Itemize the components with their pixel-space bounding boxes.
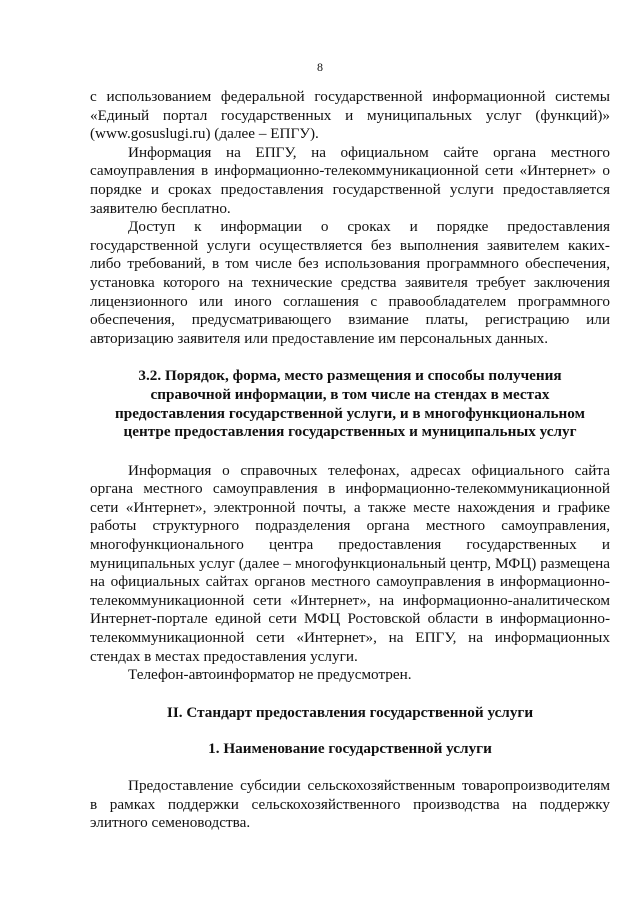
chapter-ii-title: II. Стандарт предоставления государственной услуги (166, 703, 534, 721)
document-body (90, 88, 610, 833)
paragraph-access: Доступ к информации о сроках и порядке предоставления государственной услуги осуществляется без выполнения заявителем каких-либо требований, в том числе без использования программного обеспечения, установка которого на технические средства заявителя требует заключения лицензионного или иного соглашения с правообладателем программного обеспечения, предусматривающего взимание платы, регистрацию или авторизацию заявителя или предоставление им персональных данных. (90, 218, 610, 347)
paragraph-autoinformer: Телефон-автоинформатор не предусмотрен. (128, 666, 412, 684)
section-3-2-heading: 3.2. Порядок, форма, место размещения и способы получения справочной информации, в том числе на стендах в местах предоставления государственной услуги, и в многофункциональном центре предоставления государственных и муниципальных услуг (115, 367, 585, 441)
paragraph-contacts: Информация о справочных телефонах, адресах официального сайта органа местного самоуправления в информационно-телекоммуникационной сети «Интернет», электронной почты, а также месте нахождения и графике работы структурного подразделения органа местного самоуправления, многофункционального центра предоставления государственных и муниципальных услуг (далее – многофункциональный центр, МФЦ) размещена на официальных сайтах органов местного самоуправления в информационно-телекоммуникационной сети «Интернет», на информационно-аналитическом Интернет-портале единой сети МФЦ Ростовской области в информационно-телекоммуникационной сети «Интернет», на ЕПГУ, на информационных стендах в местах предоставления услуги. (90, 461, 610, 665)
section-1-title: 1. Наименование государственной услуги (208, 740, 492, 758)
paragraph-gosuslugi: с использованием федеральной государственной информационной системы «Единый портал государственных и муниципальных услуг (функций)» (www.gosuslugi.ru) (далее – ЕПГУ). (90, 88, 610, 143)
paragraph-info-free: Информация на ЕПГУ, на официальном сайте органа местного самоуправления в информационно-телекоммуникационной сети «Интернет» о порядке и сроках предоставления государственной услуги предоставляется заявителю бесплатно. (90, 143, 610, 217)
paragraph-service-name: Предоставление субсидии сельскохозяйственным товаропроизводителям в рамках поддержки сельскохозяйственного производства на поддержку элитного семеноводства. (90, 777, 610, 832)
page-number: 8 (317, 60, 323, 74)
